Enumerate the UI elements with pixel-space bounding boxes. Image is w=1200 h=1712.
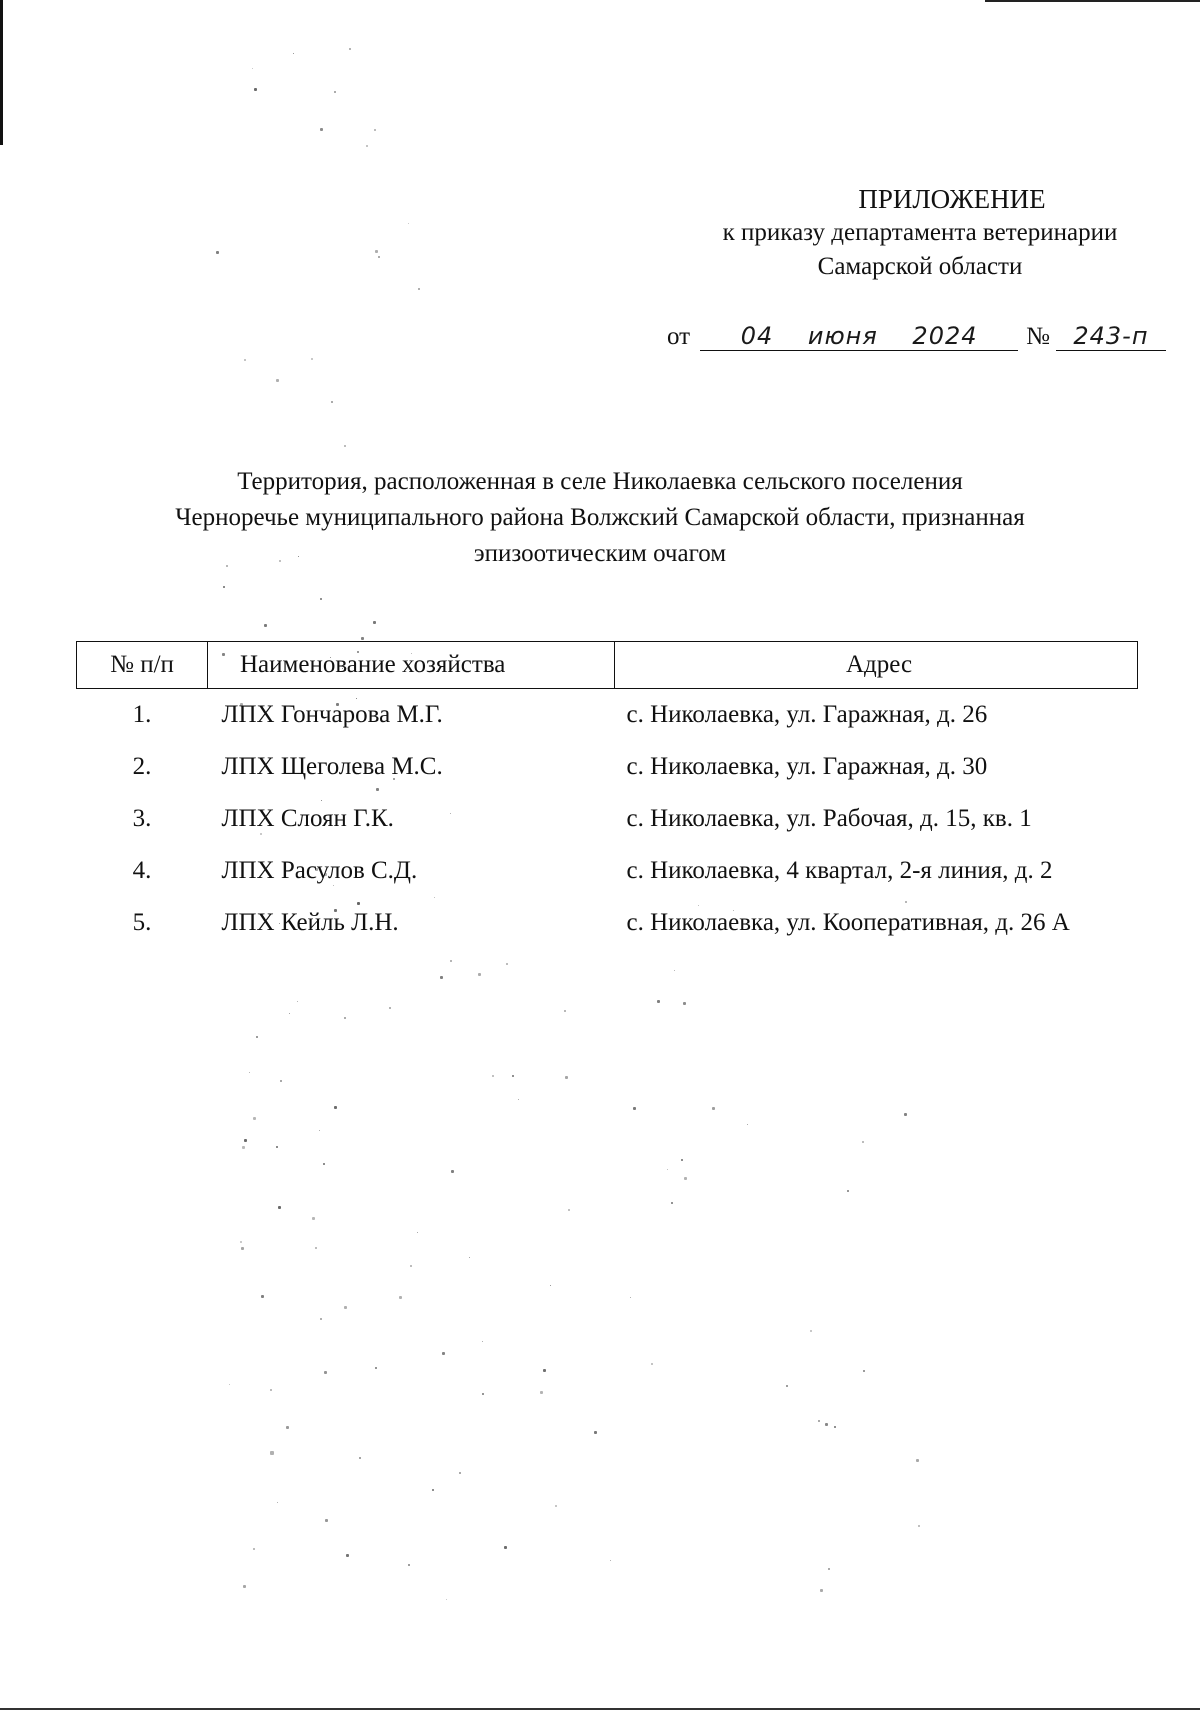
scan-speck [334, 91, 336, 93]
row-address: с. Николаевка, ул. Гаражная, д. 30 [626, 753, 988, 780]
scan-speck [506, 963, 508, 965]
row-farm-name: ЛПХ Щеголева М.С. [221, 753, 443, 780]
scan-speck [375, 1367, 377, 1369]
scan-speck [417, 1232, 418, 1233]
table-row [77, 793, 1138, 845]
scan-speck [550, 1285, 551, 1286]
scan-speck [818, 1420, 820, 1422]
scan-speck [512, 1075, 514, 1077]
scan-speck [684, 1177, 687, 1180]
header-address: Адрес [615, 642, 1138, 689]
scan-speck [442, 1352, 445, 1355]
scan-speck [276, 1146, 278, 1148]
scan-speck [440, 976, 443, 979]
farms-table [76, 641, 1138, 949]
scan-speck [863, 1370, 865, 1372]
scan-speck [671, 1202, 673, 1204]
scan-speck [242, 1146, 245, 1149]
scan-speck [323, 1163, 325, 1165]
appendix-title: ПРИЛОЖЕНИЕ [858, 184, 1046, 214]
scan-speck [630, 1297, 631, 1298]
scan-speck [834, 1426, 836, 1428]
scan-speck [683, 1002, 686, 1005]
scan-speck [451, 1170, 454, 1173]
order-number-sign: № [1026, 323, 1050, 350]
table-row [77, 897, 1138, 949]
row-number: 5. [132, 909, 152, 936]
scan-speck [264, 624, 267, 627]
appendix-header [640, 182, 1200, 284]
scan-edge-bottom [0, 1708, 1200, 1710]
scan-speck [651, 1363, 653, 1365]
header-number: № п/п [77, 642, 208, 689]
scan-speck [810, 1330, 812, 1332]
scan-speck [286, 1426, 289, 1429]
row-address: с. Николаевка, ул. Рабочая, д. 15, кв. 1 [626, 805, 1032, 832]
scan-speck [681, 1159, 683, 1161]
scan-speck [324, 1371, 327, 1374]
table-header-row [77, 642, 1138, 689]
scan-speck [280, 1080, 282, 1082]
scan-speck [432, 1489, 434, 1491]
scan-speck [504, 1546, 507, 1549]
scan-speck [244, 359, 246, 361]
scan-speck [344, 1017, 346, 1019]
scan-speck [667, 1169, 668, 1170]
scan-speck [319, 1130, 320, 1131]
scan-speck [261, 1295, 264, 1298]
scan-speck [492, 1075, 494, 1077]
scan-speck [469, 1257, 470, 1258]
scan-speck [331, 401, 333, 403]
scan-speck [375, 250, 378, 253]
scan-speck [916, 1459, 919, 1462]
row-farm-name: ЛПХ Расулов С.Д. [221, 857, 418, 884]
scan-speck [674, 970, 675, 971]
scan-speck [278, 1206, 281, 1209]
scan-speck [482, 1341, 483, 1342]
scan-speck [408, 1564, 410, 1566]
scan-speck [594, 1431, 597, 1434]
scan-speck [366, 145, 368, 147]
appendix-line-2: Самарской области [817, 253, 1023, 280]
table-row [77, 741, 1138, 793]
scan-speck [712, 1107, 715, 1110]
scan-speck [399, 1296, 402, 1299]
scan-speck [244, 1139, 247, 1142]
row-farm-name: ЛПХ Кейль Л.Н. [221, 909, 399, 936]
row-number: 2. [132, 753, 152, 780]
heading-line-3: эпизоотическим очагом [473, 540, 727, 567]
scan-speck [862, 1141, 864, 1143]
scan-speck [446, 1599, 447, 1600]
scan-speck [346, 1554, 349, 1557]
scan-speck [568, 1209, 570, 1211]
scan-speck [253, 1117, 256, 1120]
scan-speck [478, 973, 481, 976]
scan-speck [223, 586, 225, 588]
scan-speck [374, 129, 376, 131]
heading-line-2: Черноречье муниципального района Волжский Самарской области, признанная [175, 504, 1025, 531]
scan-speck [349, 48, 351, 50]
scan-speck [289, 1013, 290, 1014]
header-farm-name: Наименование хозяйства [208, 642, 615, 689]
scan-speck [325, 1519, 328, 1522]
scan-edge-left [0, 0, 3, 145]
scan-speck [373, 621, 376, 624]
order-number: 243-п [1056, 322, 1166, 351]
scan-speck [334, 1106, 337, 1109]
order-date: 04 июня 2024 [700, 322, 1018, 351]
scan-speck [361, 637, 364, 640]
scan-speck [240, 1241, 242, 1243]
scan-speck [270, 1451, 274, 1455]
scan-speck [543, 1369, 546, 1372]
document-heading [150, 464, 1050, 572]
scan-speck [408, 223, 409, 224]
row-farm-name: ЛПХ Слоян Г.К. [221, 805, 394, 832]
scan-speck [555, 1505, 557, 1507]
scan-speck [825, 1423, 828, 1426]
scan-speck [253, 1548, 255, 1550]
scan-speck [820, 1589, 823, 1592]
scan-speck [482, 1393, 484, 1395]
scan-speck [320, 598, 322, 600]
scan-speck [256, 1036, 258, 1038]
scan-speck [786, 1385, 788, 1387]
row-address: с. Николаевка, ул. Гаражная, д. 26 [626, 701, 988, 728]
order-reference [667, 322, 1166, 351]
scan-speck [252, 68, 253, 69]
scan-speck [565, 1076, 568, 1079]
scan-speck [344, 1306, 347, 1309]
scan-speck [312, 1217, 315, 1220]
scan-speck [297, 1001, 298, 1002]
scan-speck [847, 1190, 849, 1192]
scan-speck [378, 256, 380, 258]
row-number: 1. [132, 701, 152, 728]
order-date-prefix: от [667, 323, 691, 350]
scan-speck [540, 1391, 543, 1394]
scan-speck [633, 1107, 636, 1110]
table-row [77, 689, 1138, 742]
scan-speck [315, 1247, 317, 1249]
row-number: 3. [132, 805, 152, 832]
scan-speck [359, 1457, 361, 1459]
appendix-line-1: к приказу департамента ветеринарии [722, 219, 1118, 246]
scan-speck [270, 1389, 272, 1391]
scan-speck [249, 1072, 250, 1073]
scan-speck [241, 1247, 244, 1250]
scan-speck [276, 379, 279, 382]
scan-speck [243, 1585, 246, 1588]
scan-speck [657, 1000, 660, 1003]
scan-speck [216, 251, 219, 254]
scan-speck [459, 1472, 461, 1474]
row-number: 4. [132, 857, 152, 884]
row-address: с. Николаевка, ул. Кооперативная, д. 26 А [626, 909, 1070, 936]
scan-speck [320, 1318, 322, 1320]
scan-speck [293, 53, 294, 54]
row-address: с. Николаевка, 4 квартал, 2-я линия, д. 2 [626, 857, 1053, 884]
row-farm-name: ЛПХ Гончарова М.Г. [221, 701, 443, 728]
scan-speck [828, 1568, 830, 1570]
scan-edge-top [985, 0, 1200, 2]
scan-speck [518, 1099, 519, 1100]
scan-speck [418, 288, 420, 290]
scan-speck [277, 1502, 278, 1503]
scan-speck [229, 1384, 230, 1385]
scan-speck [311, 358, 313, 360]
scan-speck [254, 88, 257, 91]
scan-speck [344, 445, 346, 447]
scan-speck [564, 1010, 566, 1012]
scan-speck [610, 1560, 611, 1561]
table-row [77, 845, 1138, 897]
scan-speck [918, 1525, 920, 1527]
scan-speck [320, 128, 323, 131]
scan-speck [410, 1265, 412, 1267]
scan-speck [389, 1007, 391, 1009]
scan-speck [450, 960, 452, 962]
scan-speck [747, 1124, 748, 1125]
scan-speck [904, 1113, 907, 1116]
heading-line-1: Территория, расположенная в селе Николаевка сельского поселения [237, 468, 963, 495]
